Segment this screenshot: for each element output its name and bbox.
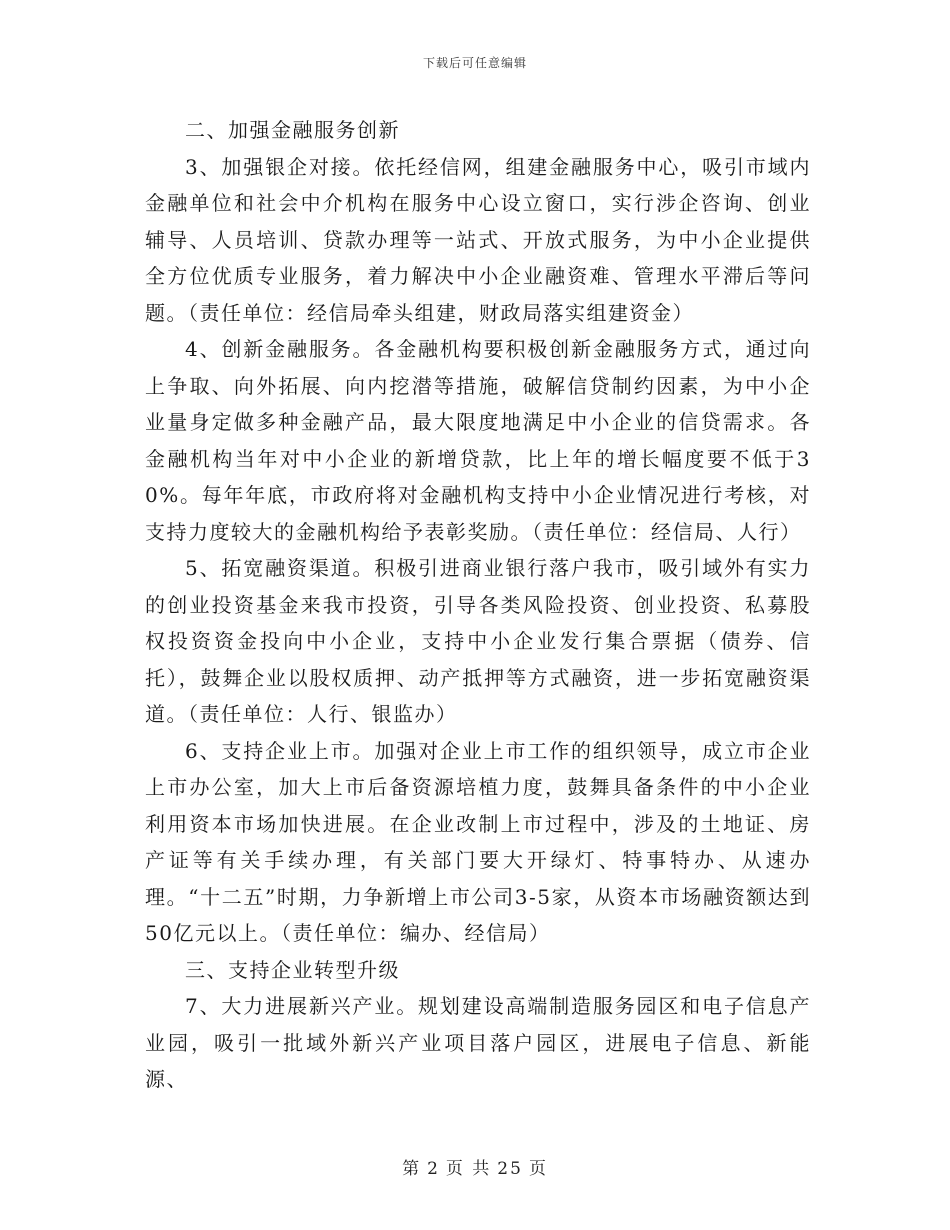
- footer-suffix: 页: [528, 1159, 548, 1179]
- paragraph-item-3: 3、加强银企对接。依托经信网，组建金融服务中心，吸引市域内金融单位和社会中介机构在服务中心设立窗口，实行涉企咨询、创业辅导、人员培训、贷款办理等一站式、开放式服务，为中小企业提供全方位优质专业服务，着力解决中小企业融资难、管理水平滞后等问题。（责任单位：经信局牵头组建，财政局落实组建资金）: [145, 154, 811, 325]
- paragraph-item-7: 7、大力进展新兴产业。规划建设高端制造服务园区和电子信息产业园，吸引一批域外新兴产业项目落户园区，进展电子信息、新能源、: [145, 994, 811, 1091]
- footer-mid: 页 共: [445, 1159, 492, 1179]
- page-header: 下载后可任意编辑: [422, 56, 527, 70]
- document-body: [145, 112, 811, 1098]
- paragraph-item-6: 6、支持企业上市。加强对企业上市工作的组织领导，成立市企业上市办公室，加大上市后备资源培植力度，鼓舞具备条件的中小企业利用资本市场加快进展。在企业改制上市过程中，涉及的土地证、房产证等有关手续办理，有关部门要大开绿灯、特事特办、从速办理。“十二五”时期，力争新增上市公司3-5家，从资本市场融资额达到50亿元以上。（责任单位：编办、经信局）: [145, 738, 811, 945]
- paragraph-item-5: 5、拓宽融资渠道。积极引进商业银行落户我市，吸引域外有实力的创业投资基金来我市投资，引导各类风险投资、创业投资、私募股权投资资金投向中小企业，支持中小企业发行集合票据（债券、信托），鼓舞企业以股权质押、动产抵押等方式融资，进一步拓宽融资渠道。（责任单位：人行、银监办）: [145, 556, 811, 726]
- page-footer: [0, 1154, 950, 1179]
- paragraph-item-4: 4、创新金融服务。各金融机构要积极创新金融服务方式，通过向上争取、向外拓展、向内挖潜等措施，破解信贷制约因素，为中小企业量身定做多种金融产品，最大限度地满足中小企业的信贷需求。各金融机构当年对中小企业的新增贷款，比上年的增长幅度要不低于30%。每年年底，市政府将对金融机构支持中小企业情况进行考核，对支持力度较大的金融机构给予表彰奖励。（责任单位：经信局、人行）: [145, 337, 811, 544]
- section-heading-3: 三、支持企业转型升级: [185, 957, 400, 982]
- total-pages-number: 25: [497, 1159, 523, 1179]
- footer-prefix: 第: [402, 1159, 422, 1179]
- current-page-number: 2: [427, 1159, 440, 1179]
- section-heading-2: 二、加强金融服务创新: [185, 118, 400, 142]
